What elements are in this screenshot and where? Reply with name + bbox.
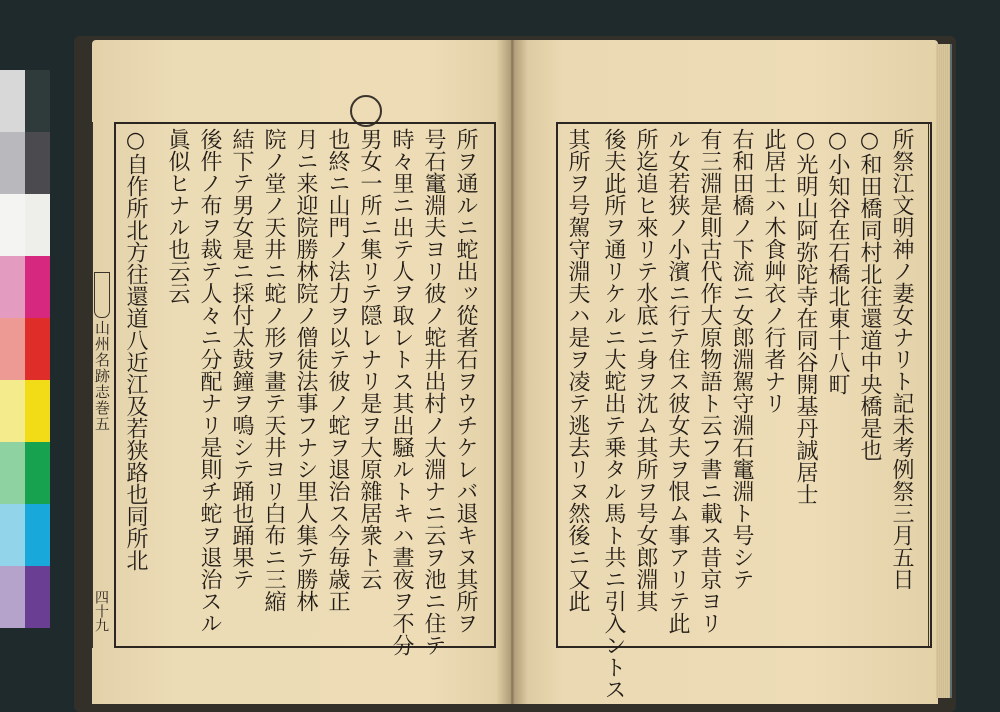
- fold-margin: [92, 122, 112, 648]
- swatch: [25, 132, 50, 194]
- swatch: [0, 318, 25, 380]
- text-column: 其所ヲ号駕守淵夫ハ是ヲ凌テ逃去リヌ然後ニ又此: [565, 128, 590, 612]
- text-column: 後夫此所ヲ通リケルニ大蛇出テ乗タル馬ト共ニ引入ントス: [601, 128, 626, 700]
- text-column: ○自作所北方往還道八近江及若狭路也同所北: [123, 128, 148, 571]
- text-column: 右和田橋ノ下流ニ女郎淵駕守淵石竃淵ト号シテ: [729, 128, 754, 590]
- text-column: 男女一所ニ集リテ隠レナリ是ヲ大原雜居衆ト云: [357, 128, 382, 590]
- swatch: [25, 70, 50, 132]
- swatch: [0, 194, 25, 256]
- text-column: 所祭江文明神ノ妻女ナリト記未考例祭三月五日: [889, 128, 914, 590]
- text-column: 号石竃淵夫ヨリ彼ノ蛇井出村ノ大淵ナニ云ヲ池ニ住テ: [421, 128, 446, 656]
- swatch: [25, 256, 50, 318]
- text-column: ○光明山阿弥陀寺在同谷開基丹誠居士: [793, 128, 818, 505]
- text-column: 結下テ男女是ニ採付太鼓鐘ヲ鳴シテ踊也踊果テ: [229, 128, 254, 590]
- text-column: 月ニ来迎院勝林院ノ僧徒法事フナシ里人集テ勝林: [293, 128, 318, 612]
- swatch: [25, 566, 50, 628]
- swatch: [25, 380, 50, 442]
- swatch: [0, 132, 25, 194]
- swatch: [25, 442, 50, 504]
- text-column: 眞似ヒナル也云云: [165, 128, 190, 304]
- text-column: 院ノ堂ノ天井ニ蛇ノ形ヲ畫テ天井ヨリ白布ニ三縮: [261, 128, 286, 612]
- text-column: 時々里ニ出テ人ヲ取レトス其出騒ルトキハ晝夜ヲ不分: [389, 128, 414, 656]
- text-column: 有三淵是則古代作大原物語ト云フ書ニ載ス昔京ヨリ: [697, 128, 722, 634]
- book-gutter: [496, 40, 528, 704]
- text-column: ○小知谷在石橋北東十八町: [825, 128, 850, 395]
- text-column: ル女若狭ノ小濱ニ行テ住ス彼女夫ヲ恨ム事アリテ此: [665, 128, 690, 634]
- text-column: 後件ノ布ヲ裁テ人々ニ分配ナリ是則チ蛇ヲ退治スル: [197, 128, 222, 634]
- swatch: [0, 70, 25, 132]
- swatch: [0, 566, 25, 628]
- text-column: 此居士ハ木食艸衣ノ行者ナリ: [761, 128, 786, 414]
- swatch: [25, 504, 50, 566]
- fishtail-mark: [94, 272, 110, 318]
- text-column: 所迄追ヒ來リテ水底ニ身ヲ沈ム其所ヲ号女郎淵其: [633, 128, 658, 612]
- color-calibration-strip: [0, 70, 50, 636]
- swatch: [0, 380, 25, 442]
- swatch: [0, 504, 25, 566]
- folio-number: 四十九: [93, 590, 109, 632]
- text-column: 所ヲ通ルニ蛇出ッ從者石ヲウチケレバ退キヌ其所ヲ: [453, 128, 478, 634]
- swatch: [0, 256, 25, 318]
- swatch: [25, 318, 50, 380]
- book-title-label: 山州名跡志巻五: [93, 320, 111, 432]
- page-edge-stack: [936, 44, 952, 698]
- text-column: ○和田橋同村北往還道中央橋是也: [857, 128, 882, 461]
- swatch: [25, 194, 50, 256]
- swatch: [0, 442, 25, 504]
- text-column: 也終ニ山門ノ法力ヲ以テ彼ノ蛇ヲ退治ス今毎歳正: [325, 128, 350, 612]
